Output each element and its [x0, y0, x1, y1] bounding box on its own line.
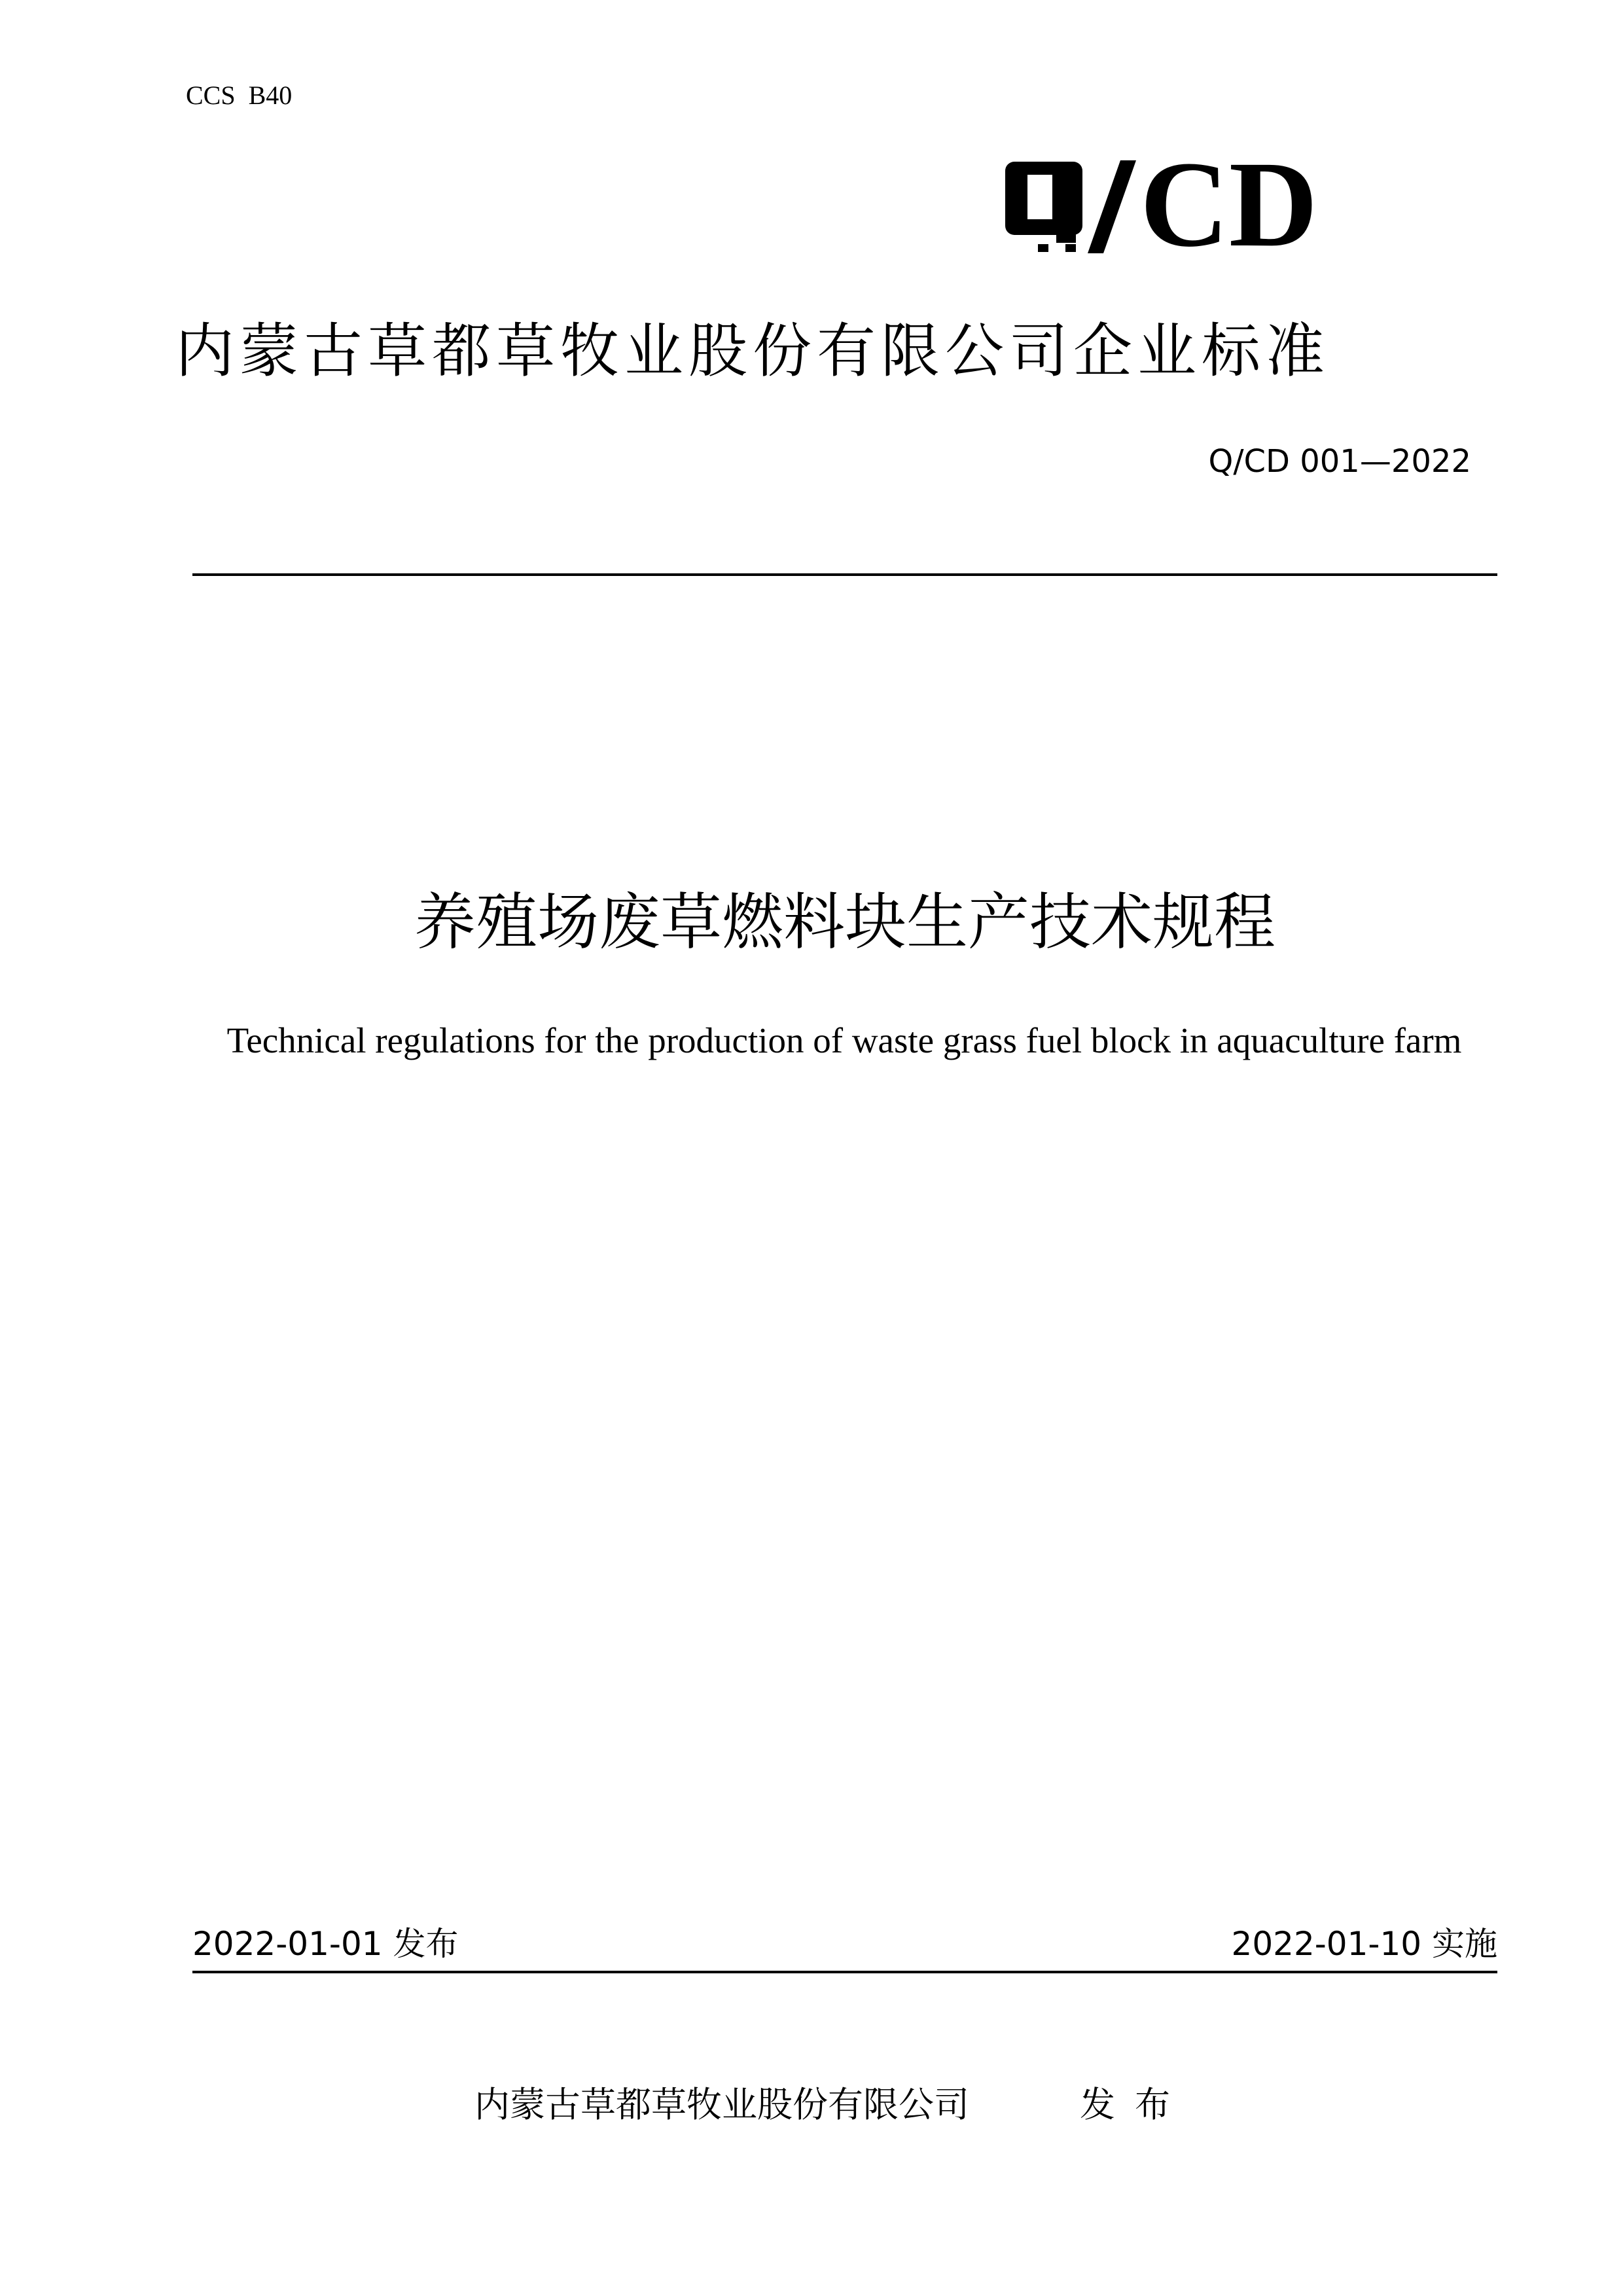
- release-date: 2022-01-01 发布: [192, 1925, 459, 1963]
- footer-divider: [192, 1971, 1497, 1973]
- document-title-english: Technical regulations for the production of waste grass fuel block in aquaculture farm: [226, 1020, 1462, 1060]
- publisher-name: 内蒙古草都草牧业股份有限公司: [474, 2084, 969, 2125]
- document-title-chinese: 养殖场废草燃料块生产技术规程: [414, 887, 1275, 958]
- classification-code: CCS B40: [186, 81, 293, 110]
- publisher-action: 发布: [1080, 2084, 1190, 2125]
- implementation-date: 2022-01-10 实施: [1231, 1925, 1497, 1963]
- standard-logo: [1001, 147, 1420, 259]
- standard-number: Q/CD 001—2022: [1208, 443, 1471, 480]
- svg-text:CD: CD: [1140, 147, 1318, 259]
- issuer-standard-heading: 内蒙古草都草牧业股份有限公司企业标准: [175, 317, 1330, 386]
- header-divider: [192, 573, 1497, 576]
